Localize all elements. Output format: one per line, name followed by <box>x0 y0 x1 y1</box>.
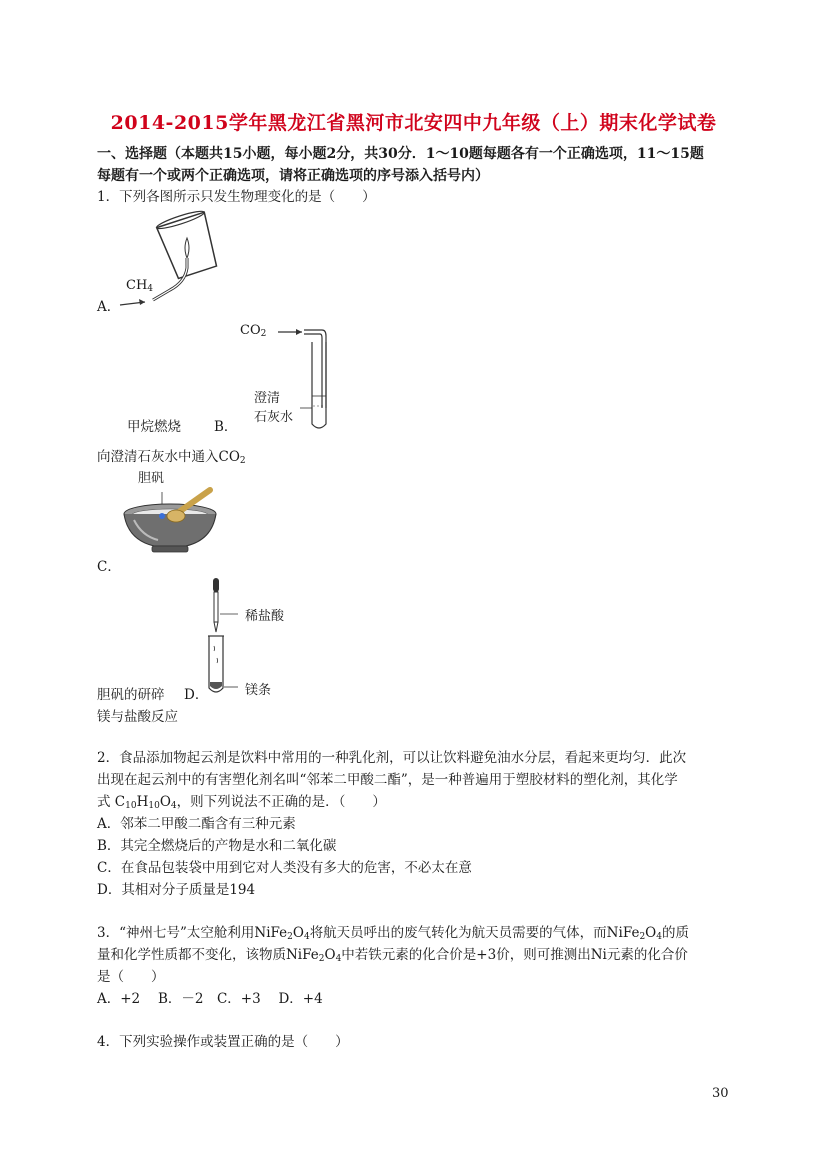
label-limewater-2: 石灰水 <box>254 410 294 425</box>
label-limewater-1: 澄清 <box>254 391 281 406</box>
label-blue-vitriol: 胆矾 <box>138 471 165 486</box>
q1-option-c-letter: C． <box>97 559 121 575</box>
q3-options: A．+2 B．－2 C．+3 D．+4 <box>97 991 323 1007</box>
page-title: 2014-2015学年黑龙江省黑河市北安四中九年级（上）期末化学试卷 <box>110 112 717 134</box>
q4-stem: 4．下列实验操作或装置正确的是（ ） <box>97 1034 349 1050</box>
q1-stem: 1．下列各图所示只发生物理变化的是（ ） <box>97 189 376 205</box>
q3-line2: 量和化学性质都不变化，该物质$NiFe_2O_4$中若铁元素的化合价是+3价，则可推测出Ni元素的化合价 <box>97 947 688 964</box>
figure-methane-burning <box>115 210 235 310</box>
label-co2: $CO_2$ <box>240 323 267 339</box>
q1-option-d-caption: 镁与盐酸反应 <box>97 709 178 725</box>
section-heading-line1: 一、选择题（本题共15小题，每小题2分，共30分．1～10题每题各有一个正确选项，11～15题 <box>97 146 704 162</box>
q1-option-d-letter: D． <box>184 687 209 703</box>
q2-option-d: D．其相对分子质量是194 <box>97 882 256 898</box>
page-number: 30 <box>712 1086 729 1101</box>
q1-option-a-caption: 甲烷燃烧 <box>127 419 181 435</box>
q2-line2: 出现在起云剂中的有害塑化剂名叫“邻苯二甲酸二酯”，是一种普遍用于塑胶材料的塑化剂，其化学 <box>97 772 678 788</box>
q3-line3: 是（ ） <box>97 969 165 985</box>
section-heading-line2: 每题有一个或两个正确选项，请将正确选项的序号添入括号内） <box>97 168 489 184</box>
label-ch4: $CH_4$ <box>126 278 154 294</box>
q2-option-b: B．其完全燃烧后的产物是水和二氧化碳 <box>97 838 337 854</box>
q3-line1: 3．“神州七号”太空舱利用$NiFe_2O_4$将航天员呼出的废气转化为航天员需要的气体，而$NiFe_2O_4$的质 <box>97 925 689 942</box>
q1-option-b-caption: 向澄清石灰水中通入$CO_2$ <box>97 449 246 466</box>
figure-mortar-pestle <box>118 484 228 559</box>
q1-option-b-letter: B． <box>214 419 238 435</box>
label-mg-ribbon: 镁条 <box>245 683 272 698</box>
q1-option-c-caption: 胆矾的研碎 <box>97 687 165 703</box>
q2-option-a: A．邻苯二甲酸二酯含有三种元素 <box>97 816 296 832</box>
q1-option-a-letter: A． <box>97 299 121 315</box>
label-dilute-hcl: 稀盐酸 <box>245 609 285 624</box>
q2-line1: 2．食品添加物起云剂是饮料中常用的一种乳化剂，可以让饮料避免油水分层，看起来更均匀．此次 <box>97 750 687 766</box>
q2-line3: 式 $C_{10}H_{10}O_4$，则下列说法不正确的是．（ ） <box>97 794 386 811</box>
q2-option-c: C．在食品包装袋中用到它对人类没有多大的危害，不必太在意 <box>97 860 472 876</box>
